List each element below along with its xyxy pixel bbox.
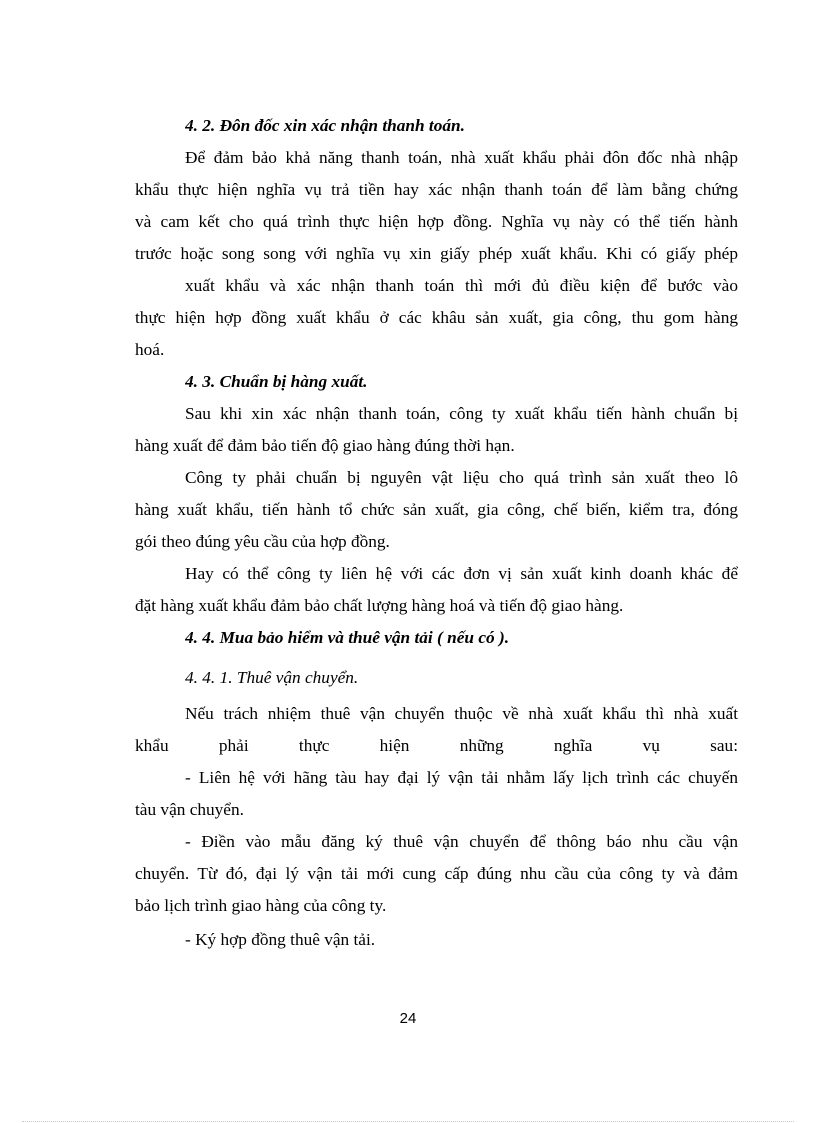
list-item-line: - Liên hệ với hãng tàu hay đại lý vận tải nhằm lấy lịch trình các chuyến <box>185 768 738 787</box>
page-bottom-divider <box>22 1121 794 1122</box>
list-item-line: chuyển. Từ đó, đại lý vận tải mới cung cấp đúng nhu cầu của công ty và đảm <box>135 864 738 883</box>
paragraph-line: hàng xuất để đảm bảo tiến độ giao hàng đúng thời hạn. <box>135 436 515 455</box>
paragraph-line: hàng xuất khẩu, tiến hành tổ chức sản xuất, gia công, chế biến, kiểm tra, đóng <box>135 500 738 519</box>
paragraph-line: khẩu thực hiện nghĩa vụ trả tiền hay xác nhận thanh toán để làm bằng chứng <box>135 180 738 199</box>
section-heading-4-3: 4. 3. Chuẩn bị hàng xuất. <box>185 372 368 391</box>
paragraph-line: khẩu phải thực hiện những nghĩa vụ sau: <box>135 736 738 755</box>
paragraph-line: và cam kết cho quá trình thực hiện hợp đồng. Nghĩa vụ này có thể tiến hành <box>135 212 738 231</box>
paragraph-line: xuất khẩu và xác nhận thanh toán thì mới đủ điều kiện để bước vào <box>185 276 738 295</box>
paragraph-line: Sau khi xin xác nhận thanh toán, công ty xuất khẩu tiến hành chuẩn bị <box>185 404 738 423</box>
paragraph-line: thực hiện hợp đồng xuất khẩu ở các khâu sản xuất, gia công, thu gom hàng <box>135 308 738 327</box>
page-number: 24 <box>399 1010 417 1027</box>
section-heading-4-4: 4. 4. Mua bảo hiểm và thuê vận tải ( nếu có ). <box>185 628 510 647</box>
paragraph-line: Hay có thể công ty liên hệ với các đơn vị sản xuất kinh doanh khác để <box>185 564 738 583</box>
paragraph-line: Để đảm bảo khả năng thanh toán, nhà xuất khẩu phải đôn đốc nhà nhập <box>185 148 738 167</box>
list-item-line: - Ký hợp đồng thuê vận tải. <box>185 930 376 949</box>
paragraph-line: đặt hàng xuất khẩu đảm bảo chất lượng hàng hoá và tiến độ giao hàng. <box>135 596 624 615</box>
paragraph-line: trước hoặc song song với nghĩa vụ xin giấy phép xuất khẩu. Khi có giấy phép <box>135 244 738 263</box>
list-item-line: tàu vận chuyển. <box>135 800 244 819</box>
section-heading-4-2: 4. 2. Đôn đốc xin xác nhận thanh toán. <box>185 116 465 135</box>
list-item-line: - Điền vào mẫu đăng ký thuê vận chuyển để thông báo nhu cầu vận <box>185 832 738 851</box>
list-item-line: bảo lịch trình giao hàng của công ty. <box>135 896 387 915</box>
paragraph-line: Công ty phải chuẩn bị nguyên vật liệu cho quá trình sản xuất theo lô <box>185 468 738 487</box>
paragraph-line: hoá. <box>135 340 165 359</box>
paragraph-line: Nếu trách nhiệm thuê vận chuyển thuộc về nhà xuất khẩu thì nhà xuất <box>185 704 738 723</box>
subsection-heading-4-4-1: 4. 4. 1. Thuê vận chuyển. <box>185 668 359 687</box>
paragraph-line: gói theo đúng yêu cầu của hợp đồng. <box>135 532 390 551</box>
